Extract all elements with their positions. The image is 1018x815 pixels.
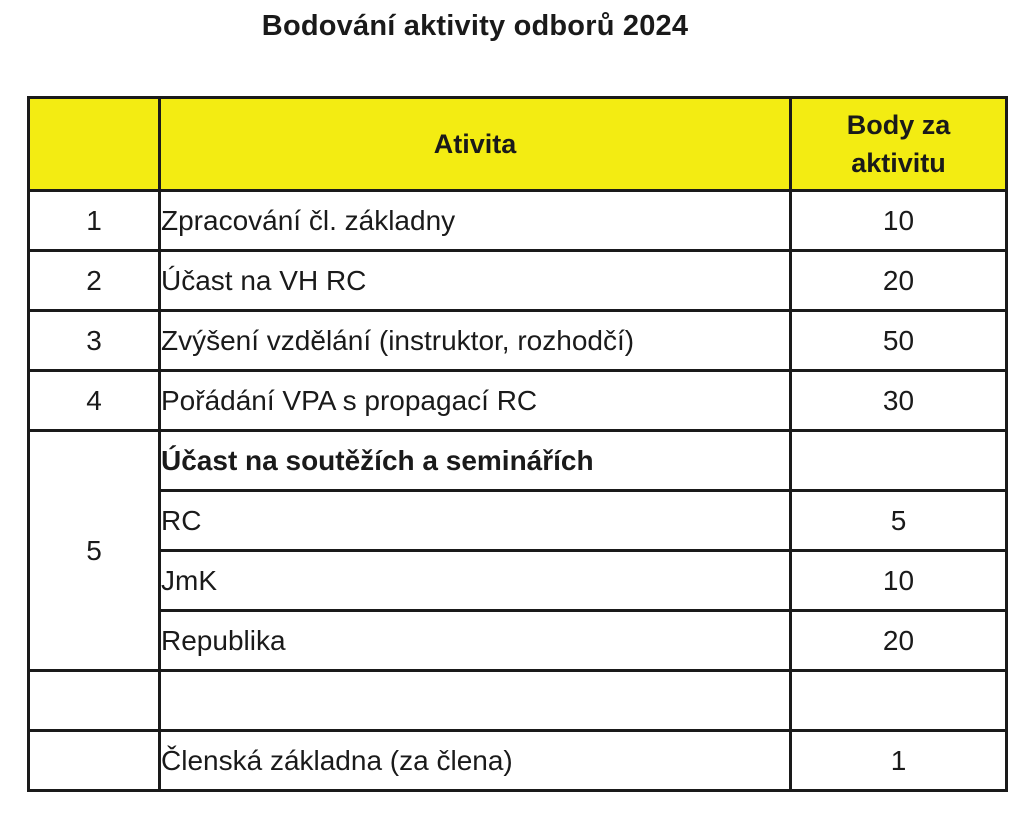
table-row: [29, 551, 1007, 611]
group-item-activity: RC: [160, 491, 791, 551]
group-item-points: 20: [791, 611, 1007, 671]
group-item-points: 10: [791, 551, 1007, 611]
table-row: [29, 191, 1007, 251]
table-header-row: [29, 98, 1007, 191]
scoring-table: [27, 96, 1008, 792]
header-activity: Ativita: [160, 98, 791, 191]
group-item-activity: JmK: [160, 551, 791, 611]
row-points: 1: [791, 731, 1007, 791]
row-activity: Pořádání VPA s propagací RC: [160, 371, 791, 431]
table-row-empty: [29, 671, 1007, 731]
group-number: 5: [29, 431, 160, 671]
page-title: Bodování aktivity odborů 2024: [261, 10, 689, 42]
row-number: 1: [29, 191, 160, 251]
row-points: 30: [791, 371, 1007, 431]
row-activity: Zpracování čl. základny: [160, 191, 791, 251]
table-row: [29, 251, 1007, 311]
group-item-activity: Republika: [160, 611, 791, 671]
empty-cell: [791, 671, 1007, 731]
row-number: 3: [29, 311, 160, 371]
header-points: [791, 98, 1007, 191]
table-row: [29, 491, 1007, 551]
empty-cell: [160, 671, 791, 731]
header-points-line1: Body za: [846, 110, 951, 140]
row-activity: Členská základna (za člena): [160, 731, 791, 791]
group-heading: Účast na soutěžích a seminářích: [160, 431, 791, 491]
row-activity: Účast na VH RC: [160, 251, 791, 311]
row-points: 20: [791, 251, 1007, 311]
table-row: [29, 311, 1007, 371]
row-number: [29, 731, 160, 791]
empty-cell: [29, 671, 160, 731]
table-row: [29, 371, 1007, 431]
header-points-line2: aktivitu: [851, 148, 946, 178]
row-points: 50: [791, 311, 1007, 371]
group-item-points: 5: [791, 491, 1007, 551]
row-points: 10: [791, 191, 1007, 251]
header-number: [29, 98, 160, 191]
row-number: 4: [29, 371, 160, 431]
group-heading-points: [791, 431, 1007, 491]
row-number: 2: [29, 251, 160, 311]
table-row-group-heading: [29, 431, 1007, 491]
table-row: [29, 611, 1007, 671]
row-activity: Zvýšení vzdělání (instruktor, rozhodčí): [160, 311, 791, 371]
table-row: [29, 731, 1007, 791]
